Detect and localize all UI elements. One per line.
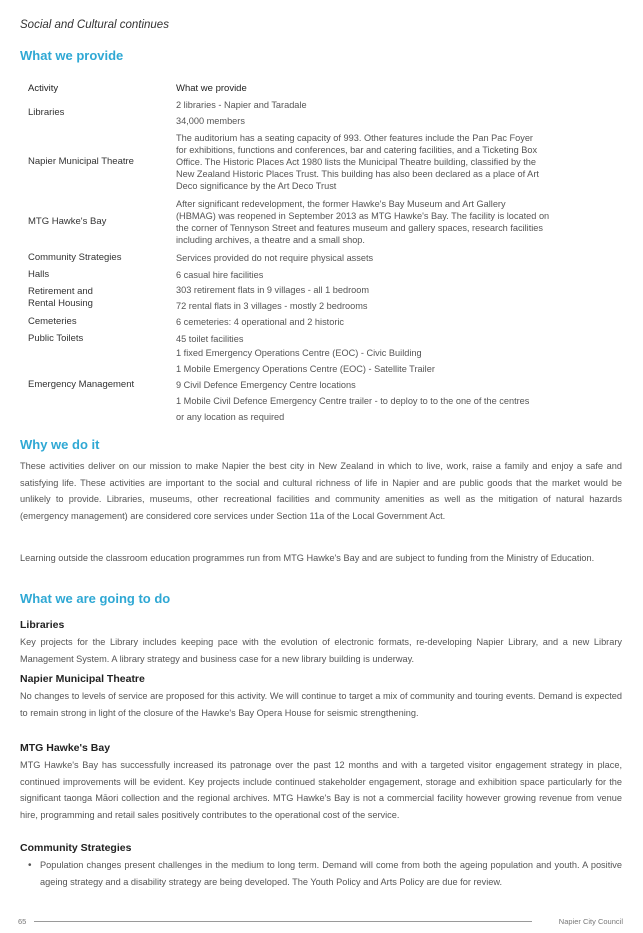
activity-detail-line: The auditorium has a seating capacity of 993. Other features include the Pan Pac Foyer: [176, 133, 533, 143]
theatre-text: No changes to levels of service are proposed for this activity. We will continue to target a mix of community and touring events. Demand is expected to remain strong in light of the closure of the Hawke's Bay Opera House for seismic strengthening.: [20, 691, 622, 718]
activity-detail-line: 34,000 members: [176, 116, 245, 126]
footer-divider: [34, 921, 532, 922]
activity-name: [20, 283, 174, 313]
activity-detail-line: Services provided do not require physical assets: [176, 252, 374, 263]
activity-detail-line: 45 toilet facilities: [176, 333, 244, 344]
activity-name-line: Libraries: [28, 107, 65, 118]
subheading-theatre: Napier Municipal Theatre: [20, 673, 145, 685]
activity-detail-line: 303 retirement flats in 9 villages - all 1 bedroom: [176, 285, 370, 295]
community-bullet-text: Population changes present challenges in the medium to long term. Demand will come from both the ageing population and youth. A positive ageing strategy and a disability strategy are being developed. The Youth Policy and Arts Policy are due for review.: [40, 860, 622, 887]
activity-detail-line: Deco significance by the Art Deco Trust: [176, 181, 337, 191]
footer-organisation: Napier City Council: [558, 917, 623, 926]
activity-detail-line: 1 Mobile Civil Defence Emergency Centre trailer - to deploy to to the one of the centres: [176, 396, 530, 406]
activity-detail: [174, 195, 622, 249]
activity-name: [20, 330, 174, 347]
activity-name-line: Halls: [28, 268, 50, 280]
activity-detail-line: After significant redevelopment, the former Hawke's Bay Museum and Art Gallery: [176, 199, 506, 209]
subheading-community: Community Strategies: [20, 842, 132, 854]
section-title-provide: What we provide: [20, 48, 124, 63]
activity-name-line: Emergency Management: [28, 379, 135, 390]
activity-detail-line: for exhibitions, functions and conferences, bar and catering facilities, and a Ticketing Box: [176, 145, 538, 155]
activity-detail-line: 2 libraries - Napier and Taradale: [176, 100, 307, 110]
activity-detail-line: 72 rental flats in 3 villages - mostly 2 bedrooms: [176, 301, 368, 311]
activity-name-line: Rental Housing: [28, 298, 93, 309]
col-what-header: What we provide: [176, 82, 247, 94]
activity-detail-line: the corner of Tennyson Street and features museum and gallery spaces, research facilities: [176, 223, 544, 233]
footer-page-number: 65: [18, 917, 27, 926]
activity-detail-line: including archives, a theatre and a small shop.: [176, 235, 365, 245]
table-row: [20, 129, 622, 195]
activity-name: [20, 195, 174, 249]
activity-detail: [174, 313, 622, 330]
table-row: [20, 283, 622, 313]
libraries-text: Key projects for the Library includes keeping pace with the evolution of electronic formats, re-developing Napier Library, and a new Library Management System. A library strategy and business case for a new library building is underway.: [20, 637, 622, 664]
activity-name: [20, 249, 174, 266]
activity-detail-line: Office. The Historic Places Act 1980 lists the Municipal Theatre building, classified by the: [176, 157, 537, 167]
table-row: [20, 266, 622, 283]
col-activity-header: Activity: [28, 82, 59, 94]
continues-heading: Social and Cultural continues: [20, 19, 169, 31]
table-row: [20, 330, 622, 347]
provide-table: [20, 76, 622, 423]
activity-name: [20, 313, 174, 330]
activity-detail: [174, 249, 622, 266]
activity-detail-line: 9 Civil Defence Emergency Centre locations: [176, 380, 356, 390]
activity-detail-line: 1 Mobile Emergency Operations Centre (EOC) - Satellite Trailer: [176, 364, 435, 374]
activity-detail: [174, 347, 622, 423]
activity-name-line: Napier Municipal Theatre: [28, 156, 134, 167]
section-title-going: What we are going to do: [20, 591, 171, 606]
table-row: [20, 313, 622, 330]
mtg-text: MTG Hawke's Bay has successfully increased its patronage over the past 12 months and with a targeted visitor engagement strategy in place, continued improvements will be evident. Key projects include continued stakeholder engagement, storage and exhibition space particularly for the significant taonga Māori collection and the regional archives. MTG Hawke's Bay is not a commercial facility however growing revenue from venue hire, programming and retail sales positively contributes to the operational cost of the service.: [20, 760, 622, 820]
table-row: [20, 195, 622, 249]
table-row: [20, 249, 622, 266]
table-row: [20, 97, 622, 129]
activity-detail-line: New Zealand Historic Places Trust. This building has also been declared as a place of Art: [176, 169, 539, 179]
activity-detail-line: 6 cemeteries: 4 operational and 2 historic: [176, 316, 345, 327]
activity-name-line: MTG Hawke's Bay: [28, 216, 107, 227]
activity-name-line: Public Toilets: [28, 332, 84, 344]
activity-detail-line: or any location as required: [176, 412, 285, 422]
activity-name: [20, 97, 174, 129]
activity-name: [20, 347, 174, 423]
activity-name-line: Community Strategies: [28, 251, 122, 263]
activity-detail-line: (HBMAG) was reopened in September 2013 as MTG Hawke's Bay. The facility is located on: [176, 211, 550, 221]
activity-detail-line: 6 casual hire facilities: [176, 269, 264, 280]
subheading-libraries: Libraries: [20, 619, 65, 631]
activity-detail-line: 1 fixed Emergency Operations Centre (EOC) - Civic Building: [176, 348, 422, 358]
section-title-why: Why we do it: [20, 437, 100, 452]
activity-detail: [174, 129, 622, 195]
activity-detail: [174, 283, 622, 313]
activity-detail: [174, 266, 622, 283]
activity-detail: [174, 97, 622, 129]
activity-name: [20, 129, 174, 195]
activity-detail: [174, 330, 622, 347]
why-paragraph-1: These activities deliver on our mission to make Napier the best city in New Zealand in which to live, work, raise a family and enjoy a safe and satisfying life. These activities are important to the social and cultural richness of life in Napier and are public goods that the market would be unlikely to provide. Libraries, museums, other recreational facilities and community amenities as well as the mitigation of natural hazards (emergency management) are considered core services under Section 11a of the Local Government Act.: [20, 461, 622, 521]
bullet-icon: •: [28, 860, 32, 871]
subheading-mtg: MTG Hawke's Bay: [20, 742, 111, 754]
table-header-row: [20, 76, 622, 97]
activity-name-line: Cemeteries: [28, 315, 77, 327]
activity-name-line: Retirement and: [28, 286, 93, 297]
why-paragraph-2: Learning outside the classroom education programmes run from MTG Hawke's Bay and are subject to funding from the Ministry of Education.: [20, 553, 595, 563]
activity-name: [20, 266, 174, 283]
table-row: [20, 347, 622, 423]
